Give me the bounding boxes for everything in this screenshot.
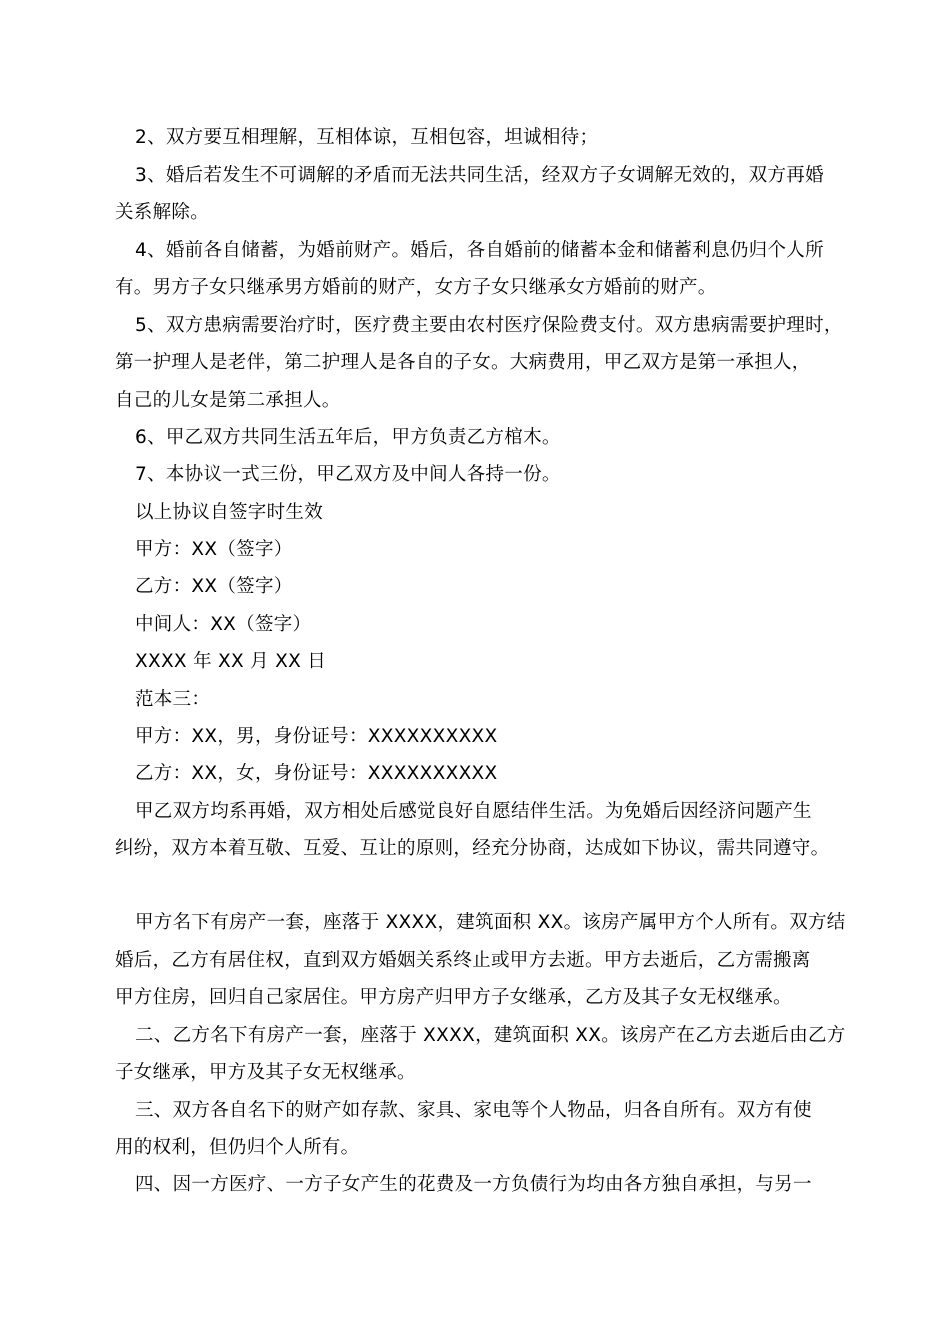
preamble-text: 甲乙双方均系再婚，双方相处后感觉良好自愿结伴生活。为免婚后因经济问题产生 bbox=[135, 801, 812, 822]
effective-note: 以上协议自签字时生效 bbox=[135, 502, 324, 523]
clause-6-text: 6、甲乙双方共同生活五年后，甲方负责乙方棺木。 bbox=[135, 427, 561, 448]
clause-5-text: 5、双方患病需要治疗时，医疗费主要由农村医疗保险费支付。双方患病需要护理时， bbox=[135, 315, 843, 336]
article-1-continuation-2: 甲方住房，回归自己家居住。甲方房产归甲方子女继承，乙方及其子女无权继承。 bbox=[115, 987, 792, 1008]
party-a-signature: 甲方：XX（签字） bbox=[135, 539, 293, 560]
clause-3-continuation: 关系解除。 bbox=[115, 202, 210, 223]
clause-7-text: 7、本协议一式三份，甲乙双方及中间人各持一份。 bbox=[135, 464, 561, 485]
article-3-text: 三、双方各自名下的财产如存款、家具、家电等个人物品，归各自所有。双方有使 bbox=[135, 1100, 812, 1121]
article-2-continuation: 子女继承，甲方及其子女无权继承。 bbox=[115, 1062, 416, 1083]
article-4-text: 四、因一方医疗、一方子女产生的花费及一方负债行为均由各方独自承担，与另一 bbox=[135, 1174, 812, 1195]
party-a-info: 甲方：XX，男，身份证号：XXXXXXXXXX bbox=[135, 726, 498, 747]
article-2-text: 二、乙方名下有房产一套，座落于 XXXX，建筑面积 XX。该房产在乙方去逝后由乙方 bbox=[135, 1025, 846, 1046]
article-1-continuation-1: 婚后，乙方有居住权，直到双方婚姻关系终止或甲方去逝。甲方去逝后，乙方需搬离 bbox=[115, 950, 811, 971]
signing-date: XXXX 年 XX 月 XX 日 bbox=[135, 651, 327, 672]
clause-4-text: 4、婚前各自储蓄，为婚前财产。婚后，各自婚前的储蓄本金和储蓄利息仍归个人所 bbox=[135, 240, 824, 261]
template-three-heading: 范本三： bbox=[135, 689, 211, 710]
preamble-continuation: 纠纷，双方本着互敬、互爱、互让的原则，经充分协商，达成如下协议，需共同遵守。 bbox=[115, 838, 830, 859]
article-1-text: 甲方名下有房产一套，座落于 XXXX，建筑面积 XX。该房产属甲方个人所有。双方结 bbox=[135, 912, 846, 933]
clause-5-continuation-1: 第一护理人是老伴，第二护理人是各自的子女。大病费用，甲乙双方是第一承担人， bbox=[115, 352, 811, 373]
party-b-info: 乙方：XX，女，身份证号：XXXXXXXXXX bbox=[135, 763, 498, 784]
clause-2-text: 2、双方要互相理解，互相体谅，互相包容，坦诚相待； bbox=[135, 127, 599, 148]
intermediary-signature: 中间人：XX（签字） bbox=[135, 614, 312, 635]
clause-3-text: 3、婚后若发生不可调解的矛盾而无法共同生活，经双方子女调解无效的，双方再婚 bbox=[135, 165, 824, 186]
article-3-continuation: 用的权利，但仍归个人所有。 bbox=[115, 1137, 360, 1158]
party-b-signature: 乙方：XX（签字） bbox=[135, 576, 293, 597]
clause-4-continuation: 有。男方子女只继承男方婚前的财产，女方子女只继承女方婚前的财产。 bbox=[115, 277, 717, 298]
clause-5-continuation-2: 自己的儿女是第二承担人。 bbox=[115, 390, 341, 411]
